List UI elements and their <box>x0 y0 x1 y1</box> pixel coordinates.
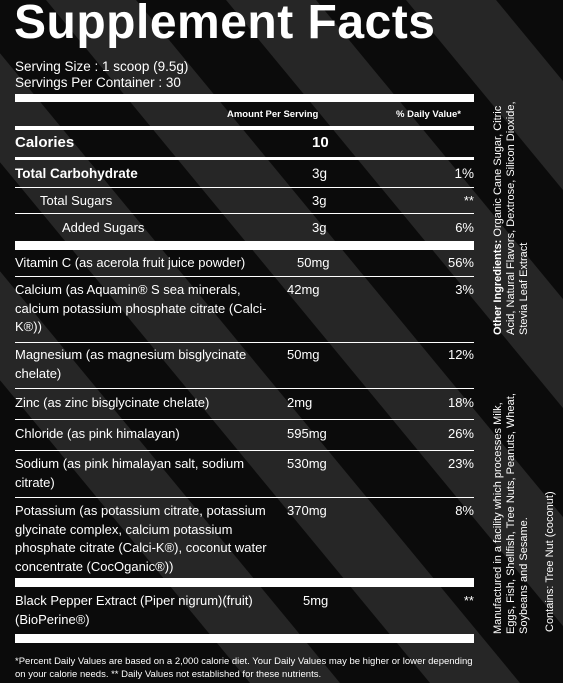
thick-divider-top <box>15 94 474 102</box>
daily-value-footnote: *Percent Daily Values are based on a 2,000 calorie diet. Your Daily Values may be higher or lower depending on your calorie needs. ** Daily Values not established for these nutrients. <box>15 656 473 680</box>
divider <box>15 213 474 214</box>
nutrient-daily-value: ** <box>463 593 474 608</box>
nutrient-amount: 50mg <box>287 347 320 362</box>
nutrient-daily-value: 6% <box>455 220 474 235</box>
divider <box>15 388 474 389</box>
nutrient-name: Total Sugars <box>40 193 113 208</box>
amount-per-serving-header: Amount Per Serving <box>227 109 319 120</box>
nutrient-daily-value: ** <box>463 193 474 208</box>
divider <box>15 187 474 188</box>
nutrient-amount: 530mg <box>287 456 327 471</box>
nutrient-name: Vitamin C (as acerola fruit juice powder) <box>15 255 246 270</box>
nutrient-daily-value: 18% <box>447 395 474 410</box>
nutrient-name: Added Sugars <box>62 220 145 235</box>
thick-divider-vitamins <box>15 241 474 250</box>
nutrient-amount: 595mg <box>287 426 327 441</box>
divider <box>15 342 474 343</box>
panel-title: Supplement Facts <box>14 0 436 49</box>
nutrient-amount: 50mg <box>297 255 330 270</box>
daily-value-header: % Daily Value* <box>396 109 461 120</box>
nutrient-amount: 2mg <box>287 395 313 410</box>
nutrient-amount: 10 <box>312 134 329 151</box>
nutrient-name: Calories <box>15 134 75 151</box>
nutrient-name: Calcium (as Aquamin® S sea minerals, calcium potassium phosphate citrate (Calci-K®)) <box>15 282 267 334</box>
thick-divider-bottom <box>15 634 474 643</box>
thick-divider-header <box>15 126 474 130</box>
nutrient-amount: 3g <box>312 220 327 235</box>
serving-size: Serving Size : 1 scoop (9.5g) <box>15 59 189 74</box>
nutrient-amount: 5mg <box>303 593 329 608</box>
nutrient-name: Black Pepper Extract (Piper nigrum)(fruit) (BioPerine®) <box>15 593 253 627</box>
nutrient-name: Potassium (as potassium citrate, potassium glycinate complex, calcium potassium phosphate citrate (Calci-K®), coconut water concentrate (CocOganic®)) <box>15 503 267 574</box>
divider-calories <box>15 157 474 160</box>
divider <box>15 450 474 451</box>
nutrient-amount: 370mg <box>287 503 327 518</box>
nutrient-daily-value: 12% <box>447 347 474 362</box>
nutrient-name: Chloride (as pink himalayan) <box>15 426 180 441</box>
divider <box>15 419 474 420</box>
nutrient-amount: 42mg <box>287 282 320 297</box>
thick-divider-extracts <box>15 578 474 587</box>
other-ingredients <box>492 95 532 335</box>
other-ingredients-text: Organic Cane Sugar, Citric Acid, Natural Flavors, Dextrose, Silicon Dioxide, Stevia Leaf Extract <box>492 101 531 335</box>
nutrient-name: Magnesium (as magnesium bisglycinate chelate) <box>15 347 247 381</box>
nutrient-daily-value: 56% <box>447 255 474 270</box>
divider <box>15 497 474 498</box>
nutrient-amount: 3g <box>312 166 328 181</box>
facility-allergen-notice: Manufactured in a facility which processes Milk, Eggs, Fish, Shellfish, Tree Nuts, Peanuts, Wheat, Soybeans and Sesame. <box>492 393 531 634</box>
other-ingredients-label: Other Ingredients: <box>492 239 504 335</box>
nutrient-daily-value: 23% <box>447 456 474 471</box>
nutrient-daily-value: 8% <box>455 503 474 518</box>
servings-per-container: Servings Per Container : 30 <box>15 75 181 90</box>
nutrient-name: Zinc (as zinc bisglycinate chelate) <box>15 395 210 410</box>
contains-statement: Contains: Tree Nut (coconut) <box>544 491 556 632</box>
nutrient-daily-value: 1% <box>454 166 474 181</box>
nutrient-amount: 3g <box>312 193 327 208</box>
divider <box>15 276 474 277</box>
nutrient-name: Sodium (as pink himalayan salt, sodium citrate) <box>15 456 245 490</box>
nutrient-daily-value: 26% <box>447 426 474 441</box>
nutrient-name: Total Carbohydrate <box>15 166 138 181</box>
nutrient-daily-value: 3% <box>455 282 474 297</box>
